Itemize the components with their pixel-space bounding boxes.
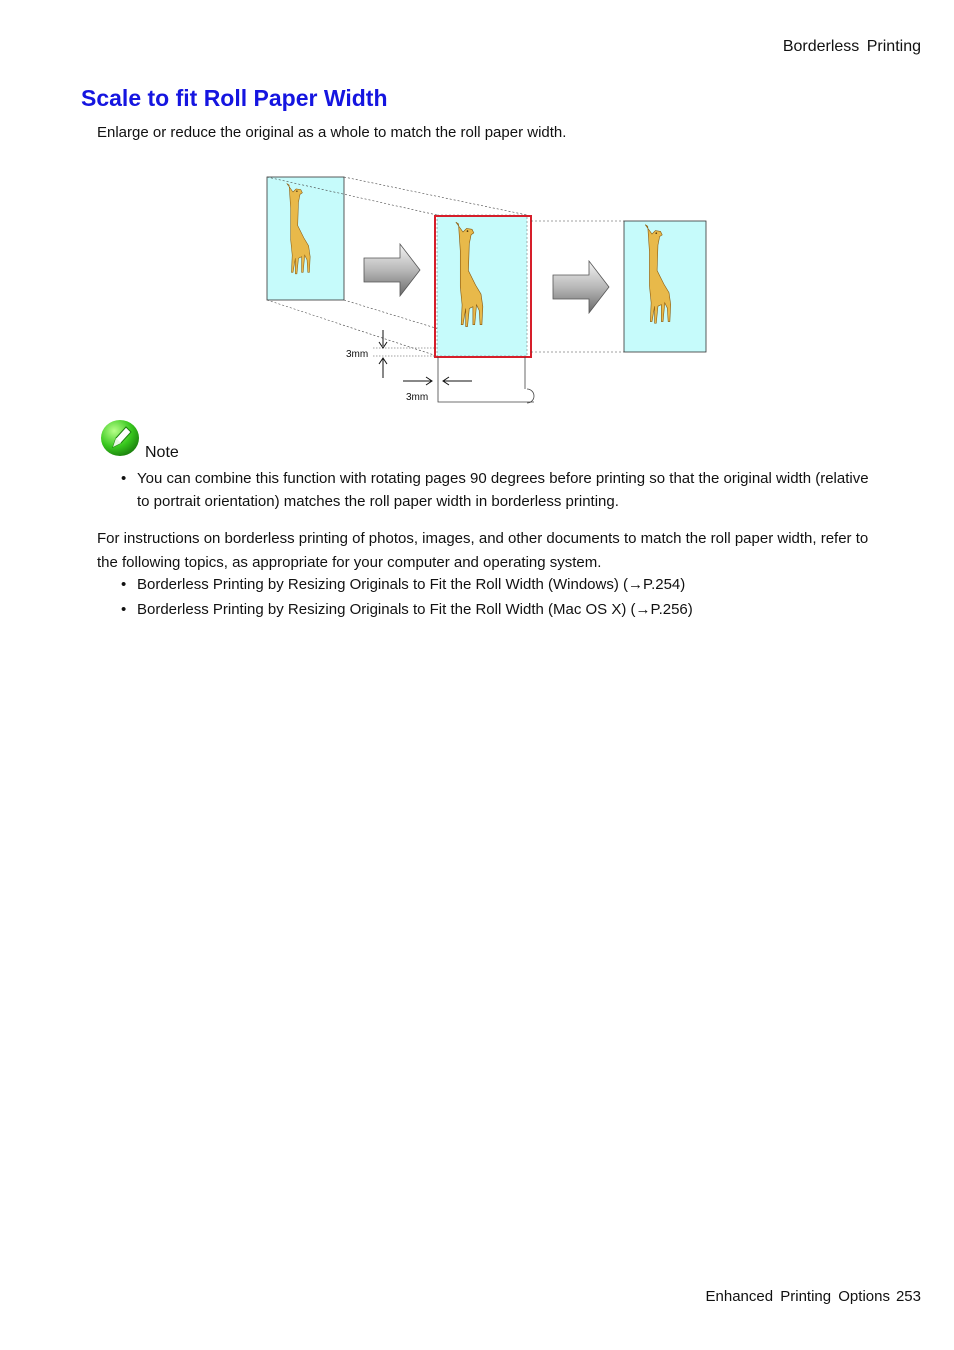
- topic-link-mac[interactable]: • Borderless Printing by Resizing Originals to Fit the Roll Width (Mac OS X) (→P.256): [121, 601, 693, 618]
- page-footer: [706, 1288, 921, 1305]
- margin-label-horizontal: 3mm: [406, 392, 429, 403]
- page-title: Scale to fit Roll Paper Width: [81, 85, 388, 111]
- margin-label-vertical: 3mm: [346, 349, 369, 360]
- note-list: [121, 467, 881, 513]
- arrow-right-icon: [553, 261, 609, 313]
- topic-link-windows[interactable]: • Borderless Printing by Resizing Originals to Fit the Roll Width (Windows) (→P.254): [121, 576, 686, 593]
- intro-text: Enlarge or reduce the original as a whole to match the roll paper width.: [97, 124, 567, 141]
- footer-chapter: Enhanced Printing Options: [705, 1288, 890, 1305]
- note-label: Note: [145, 444, 179, 461]
- original-page: [267, 177, 344, 300]
- page-number: 253: [895, 1288, 921, 1305]
- list-item: • You can combine this function with rotating pages 90 degrees before printing so that the original width (relative to portrait orientation) matches the roll paper width in borderless printing.: [121, 470, 869, 510]
- roll-paper: [438, 357, 534, 402]
- enlarged-page: [437, 215, 527, 356]
- scale-to-fit-diagram: [265, 160, 715, 410]
- arrow-right-icon: [364, 244, 420, 296]
- pencil-note-icon: [100, 418, 142, 460]
- topic-link-list: [121, 572, 881, 622]
- running-header: Borderless Printing: [782, 38, 921, 55]
- instructions-text: For instructions on borderless printing of photos, images, and other documents to match the roll paper width, refer to the following topics, as appropriate for your computer and operating system.: [97, 530, 869, 571]
